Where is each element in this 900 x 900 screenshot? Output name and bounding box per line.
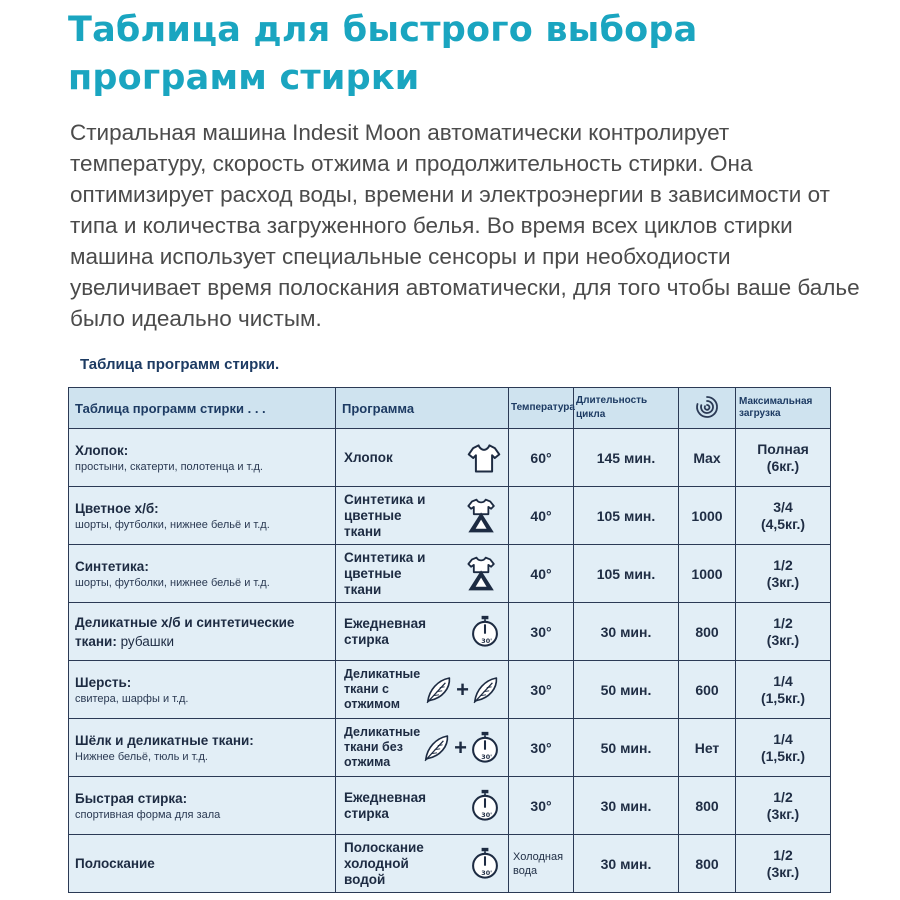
program-line: Полоскание bbox=[344, 839, 424, 855]
load-kg: (3кг.) bbox=[766, 631, 800, 648]
page-title bbox=[68, 6, 868, 102]
load-kg: (4,5кг.) bbox=[760, 515, 806, 532]
load-fraction: 1/2 bbox=[773, 614, 793, 631]
table-row bbox=[69, 835, 831, 893]
category-name: Хлопок: bbox=[75, 443, 129, 458]
category-description: шорты, футболки, нижнее бельё и т.д. bbox=[75, 577, 270, 589]
load-fraction: 3/4 bbox=[773, 498, 793, 515]
program-line: водой bbox=[344, 871, 386, 887]
program-name bbox=[344, 667, 420, 712]
program-line: ткани с bbox=[344, 682, 389, 696]
spin-cell: 600 bbox=[679, 661, 736, 719]
max-load-cell bbox=[736, 719, 831, 777]
category-cell bbox=[69, 777, 336, 835]
category-description: шорты, футболки, нижнее бельё и т.д. bbox=[75, 519, 270, 531]
program-line: Деликатные bbox=[344, 667, 421, 681]
duration-cell: 105 мин. bbox=[574, 487, 679, 545]
table-row bbox=[69, 487, 831, 545]
timer-30-icon bbox=[468, 847, 502, 881]
load-kg: (6кг.) bbox=[766, 457, 800, 474]
category-title bbox=[75, 854, 329, 873]
program-name bbox=[344, 790, 426, 822]
temperature-cell: 30° bbox=[509, 719, 574, 777]
spin-icon bbox=[694, 394, 720, 420]
feather-icon bbox=[421, 732, 453, 764]
synthetic-icon bbox=[462, 554, 502, 594]
category-description: Нижнее бельё, тюль и т.д. bbox=[75, 751, 208, 763]
header-category: Таблица программ стирки . . . bbox=[69, 388, 336, 429]
load-kg: (3кг.) bbox=[766, 805, 800, 822]
program-cell bbox=[336, 835, 509, 893]
title-line-1: Таблица для быстрого выбора bbox=[68, 10, 698, 50]
spin-cell: 1000 bbox=[679, 545, 736, 603]
category-cell bbox=[69, 487, 336, 545]
spin-cell: 800 bbox=[679, 777, 736, 835]
intro-paragraph: Стиральная машина Indesit Moon автоматически контролирует температуру, скорость отжима и продолжительность стирки. Она оптимизирует расход воды, времени и электроэнергии в зависимости от типа и количества загруженного белья. Во время всех циклов стирки машина использует специальные сенсоры и при необходиости увеличивает время полоскания автоматически, для того чтобы ваше балье было идеально чистым. bbox=[70, 120, 860, 331]
max-load-cell bbox=[736, 429, 831, 487]
load-fraction: Полная bbox=[757, 440, 809, 457]
spin-cell: 800 bbox=[679, 835, 736, 893]
program-name bbox=[344, 616, 426, 648]
category-title bbox=[75, 673, 329, 692]
program-line: Синтетика и bbox=[344, 549, 426, 565]
category-extra: рубашки bbox=[116, 633, 175, 649]
program-cell bbox=[336, 777, 509, 835]
programs-table bbox=[68, 387, 831, 893]
load-fraction: 1/2 bbox=[773, 556, 793, 573]
program-name bbox=[344, 840, 424, 888]
category-name: Синтетика: bbox=[75, 559, 149, 574]
program-cell bbox=[336, 487, 509, 545]
duration-cell: 105 мин. bbox=[574, 545, 679, 603]
header-temperature: Температура bbox=[509, 388, 574, 429]
temperature-cell: 30° bbox=[509, 777, 574, 835]
max-load-cell bbox=[736, 603, 831, 661]
category-cell bbox=[69, 719, 336, 777]
temperature-cell: Холодная вода bbox=[509, 835, 574, 893]
category-cell bbox=[69, 429, 336, 487]
category-description: спортивная форма для зала bbox=[75, 809, 221, 821]
load-fraction: 1/2 bbox=[773, 788, 793, 805]
program-name bbox=[344, 450, 393, 466]
category-title bbox=[75, 613, 329, 651]
timer-30-icon bbox=[468, 789, 502, 823]
spin-cell: Нет bbox=[679, 719, 736, 777]
program-icons bbox=[421, 731, 502, 765]
category-name: Цветное х/б: bbox=[75, 501, 159, 516]
duration-cell: 50 мин. bbox=[574, 719, 679, 777]
table-row bbox=[69, 777, 831, 835]
max-load-cell bbox=[736, 487, 831, 545]
program-line: цветные bbox=[344, 565, 402, 581]
load-kg: (1,5кг.) bbox=[760, 747, 806, 764]
load-kg: (1,5кг.) bbox=[760, 689, 806, 706]
program-line: Ежедневная bbox=[344, 615, 426, 631]
category-description: свитера, шарфы и т.д. bbox=[75, 693, 189, 705]
program-line: Хлопок bbox=[344, 449, 393, 465]
load-kg: (3кг.) bbox=[766, 573, 800, 590]
plus-icon: + bbox=[454, 734, 467, 760]
spin-cell: Max bbox=[679, 429, 736, 487]
program-cell bbox=[336, 661, 509, 719]
duration-cell: 30 мин. bbox=[574, 603, 679, 661]
synthetic-icon bbox=[462, 496, 502, 536]
program-line: ткани без bbox=[344, 740, 403, 754]
program-line: Ежедневная bbox=[344, 789, 426, 805]
program-cell bbox=[336, 429, 509, 487]
program-line: отжимом bbox=[344, 697, 400, 711]
category-title bbox=[75, 789, 329, 808]
temperature-cell: 30° bbox=[509, 661, 574, 719]
program-cell bbox=[336, 545, 509, 603]
feather-icon bbox=[470, 674, 502, 706]
program-line: цветные bbox=[344, 507, 402, 523]
category-cell bbox=[69, 661, 336, 719]
duration-cell: 30 мин. bbox=[574, 777, 679, 835]
category-cell bbox=[69, 545, 336, 603]
header-duration: Длительность цикла bbox=[574, 388, 679, 429]
category-name: Шерсть: bbox=[75, 675, 132, 690]
max-load-cell bbox=[736, 835, 831, 893]
category-name: Деликатные х/б и синтетические ткани: bbox=[75, 614, 295, 649]
timer-30-icon bbox=[468, 731, 502, 765]
category-name: Шёлк и деликатные ткани: bbox=[75, 733, 254, 748]
program-line: Деликатные bbox=[344, 725, 421, 739]
title-line-2: программ стирки bbox=[68, 58, 420, 98]
table-row bbox=[69, 719, 831, 777]
category-cell bbox=[69, 603, 336, 661]
temperature-cell: 30° bbox=[509, 603, 574, 661]
program-name bbox=[344, 492, 425, 540]
category-title bbox=[75, 499, 329, 518]
load-fraction: 1/2 bbox=[773, 846, 793, 863]
max-load-cell bbox=[736, 545, 831, 603]
program-cell bbox=[336, 603, 509, 661]
category-name: Быстрая стирка: bbox=[75, 791, 188, 806]
plus-icon: + bbox=[456, 676, 469, 702]
spin-cell: 800 bbox=[679, 603, 736, 661]
table-row bbox=[69, 661, 831, 719]
program-line: отжима bbox=[344, 755, 391, 769]
header-max-load: Максимальная загрузка bbox=[736, 388, 831, 429]
program-icons bbox=[462, 496, 502, 536]
duration-cell: 50 мин. bbox=[574, 661, 679, 719]
program-name bbox=[344, 725, 420, 770]
table-row bbox=[69, 429, 831, 487]
spin-cell: 1000 bbox=[679, 487, 736, 545]
program-line: стирка bbox=[344, 631, 389, 647]
program-line: стирка bbox=[344, 805, 389, 821]
program-icons bbox=[466, 440, 502, 476]
program-icons bbox=[468, 789, 502, 823]
program-line: ткани bbox=[344, 581, 382, 597]
category-title bbox=[75, 557, 329, 576]
feather-icon bbox=[423, 674, 455, 706]
category-cell bbox=[69, 835, 336, 893]
program-icons bbox=[423, 674, 502, 706]
category-description: простыни, скатерти, полотенца и т.д. bbox=[75, 461, 263, 473]
program-icons bbox=[462, 554, 502, 594]
program-name bbox=[344, 550, 425, 598]
program-icons bbox=[468, 615, 502, 649]
program-line: Синтетика и bbox=[344, 491, 426, 507]
temperature-cell: 40° bbox=[509, 545, 574, 603]
header-spin bbox=[679, 388, 736, 429]
category-name: Полоскание bbox=[75, 856, 155, 871]
timer-30-icon bbox=[468, 615, 502, 649]
max-load-cell bbox=[736, 777, 831, 835]
table-caption: Таблица программ стирки. bbox=[80, 356, 280, 373]
temperature-cell: 60° bbox=[509, 429, 574, 487]
tshirt-icon bbox=[466, 440, 502, 476]
program-icons bbox=[468, 847, 502, 881]
load-fraction: 1/4 bbox=[773, 672, 793, 689]
load-kg: (3кг.) bbox=[766, 863, 800, 880]
header-program: Программа bbox=[336, 388, 509, 429]
duration-cell: 145 мин. bbox=[574, 429, 679, 487]
program-line: холодной bbox=[344, 855, 409, 871]
program-line: ткани bbox=[344, 523, 382, 539]
load-fraction: 1/4 bbox=[773, 730, 793, 747]
table-header-row bbox=[69, 388, 831, 429]
table-row bbox=[69, 603, 831, 661]
program-cell bbox=[336, 719, 509, 777]
duration-cell: 30 мин. bbox=[574, 835, 679, 893]
category-title bbox=[75, 441, 329, 460]
category-title bbox=[75, 731, 329, 750]
table-row bbox=[69, 545, 831, 603]
max-load-cell bbox=[736, 661, 831, 719]
temperature-cell: 40° bbox=[509, 487, 574, 545]
